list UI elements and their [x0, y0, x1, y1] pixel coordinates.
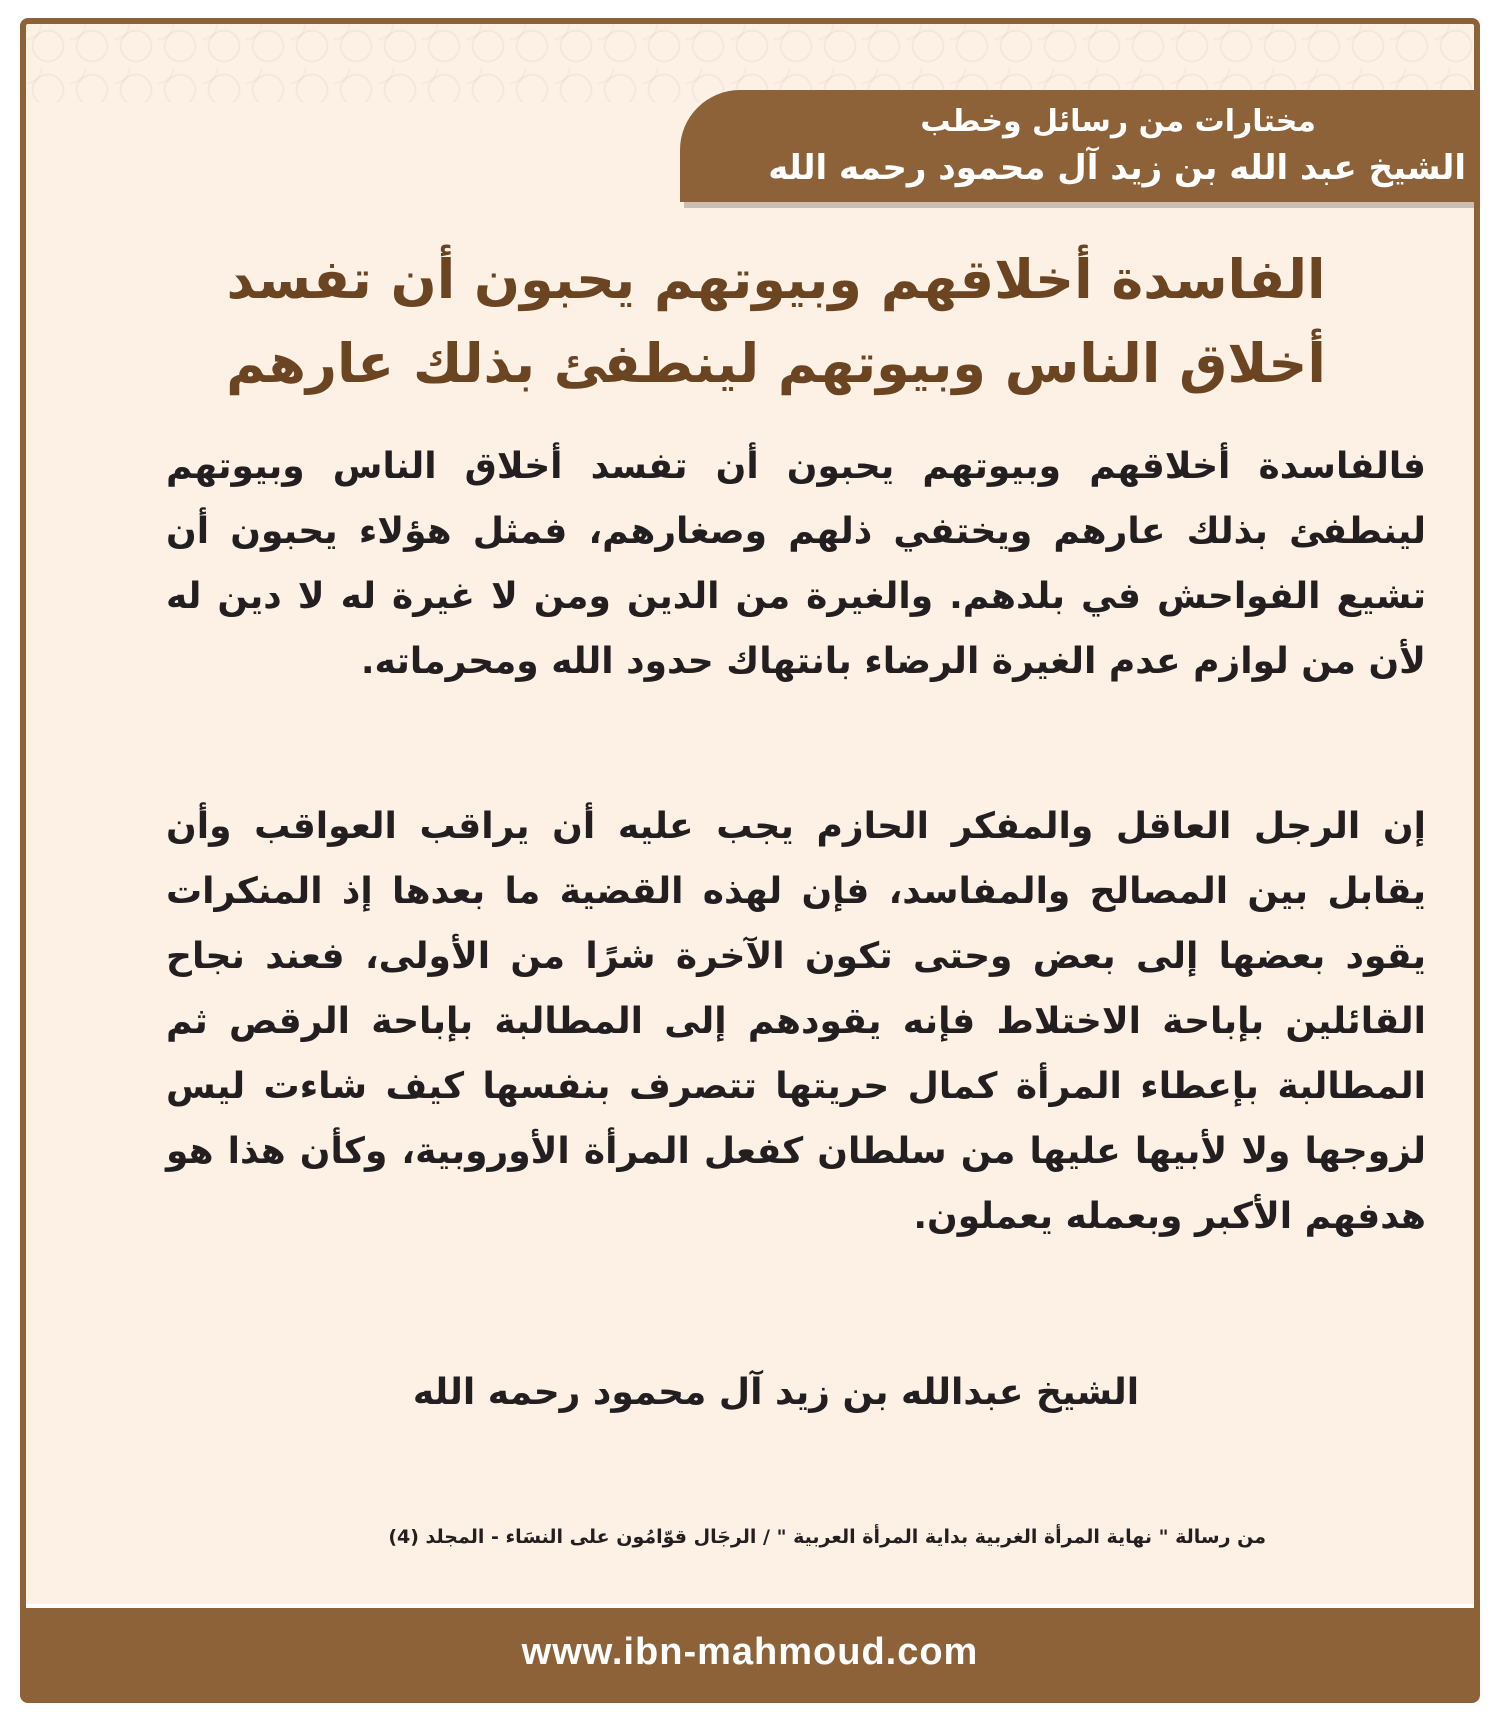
footer-bar	[26, 1604, 1474, 1697]
author-signature: الشيخ عبدالله بن زيد آل محمود رحمه الله	[412, 1372, 1140, 1413]
paragraph-2: إن الرجل العاقل والمفكر الحازم يجب عليه أن يراقب العواقب وأن يقابل بين المصالح والمفاسد، فإن لهذه القضية ما بعدها إذ المنكرات يقود بعضها إلى بعض وحتى تكون الآخرة شرًا من الأولى، فعند نجاح القائلين بإباحة الاختلاط فإنه يقودهم إلى المطالبة بإباحة الرقص ثم المطالبة بإعطاء المرأة كمال حريتها تتصرف بنفسها كيف شاءت ليس لزوجها ولا لأبيها عليها من سلطان كفعل المرأة الأوروبية، وكأن هذا هو هدفهم الأكبر وبعمله يعملون.	[166, 806, 1426, 1237]
website-link[interactable]: www.ibn-mahmoud.com	[521, 1631, 979, 1673]
source-citation: من رسالة " نهاية المرأة الغربية بداية المرأة العربية " / الرجَال قوّامُون على النسَاء - المجلد (4)	[388, 1526, 1266, 1548]
poster-frame	[20, 18, 1480, 1703]
page-title: الفاسدة أخلاقهم وبيوتهم يحبون أن تفسد أخلاق الناس وبيوتهم لينطفئ بذلك عارهم	[226, 248, 1326, 395]
series-title: مختارات من رسائل وخطب	[920, 104, 1316, 139]
paragraph-1: فالفاسدة أخلاقهم وبيوتهم يحبون أن تفسد أخلاق الناس وبيوتهم لينطفئ بذلك عارهم ويختفي ذلهم وصغارهم، فمثل هؤلاء يحبون أن تشيع الفواحش في بلدهم. والغيرة من الدين ومن لا غيرة له لا دين له لأن من لوازم عدم الغيرة الرضاء بانتهاك حدود الله ومحرماته.	[166, 446, 1426, 682]
author-name-header: الشيخ عبد الله بن زيد آل محمود رحمه الله	[768, 148, 1466, 188]
header-banner	[680, 90, 1480, 202]
